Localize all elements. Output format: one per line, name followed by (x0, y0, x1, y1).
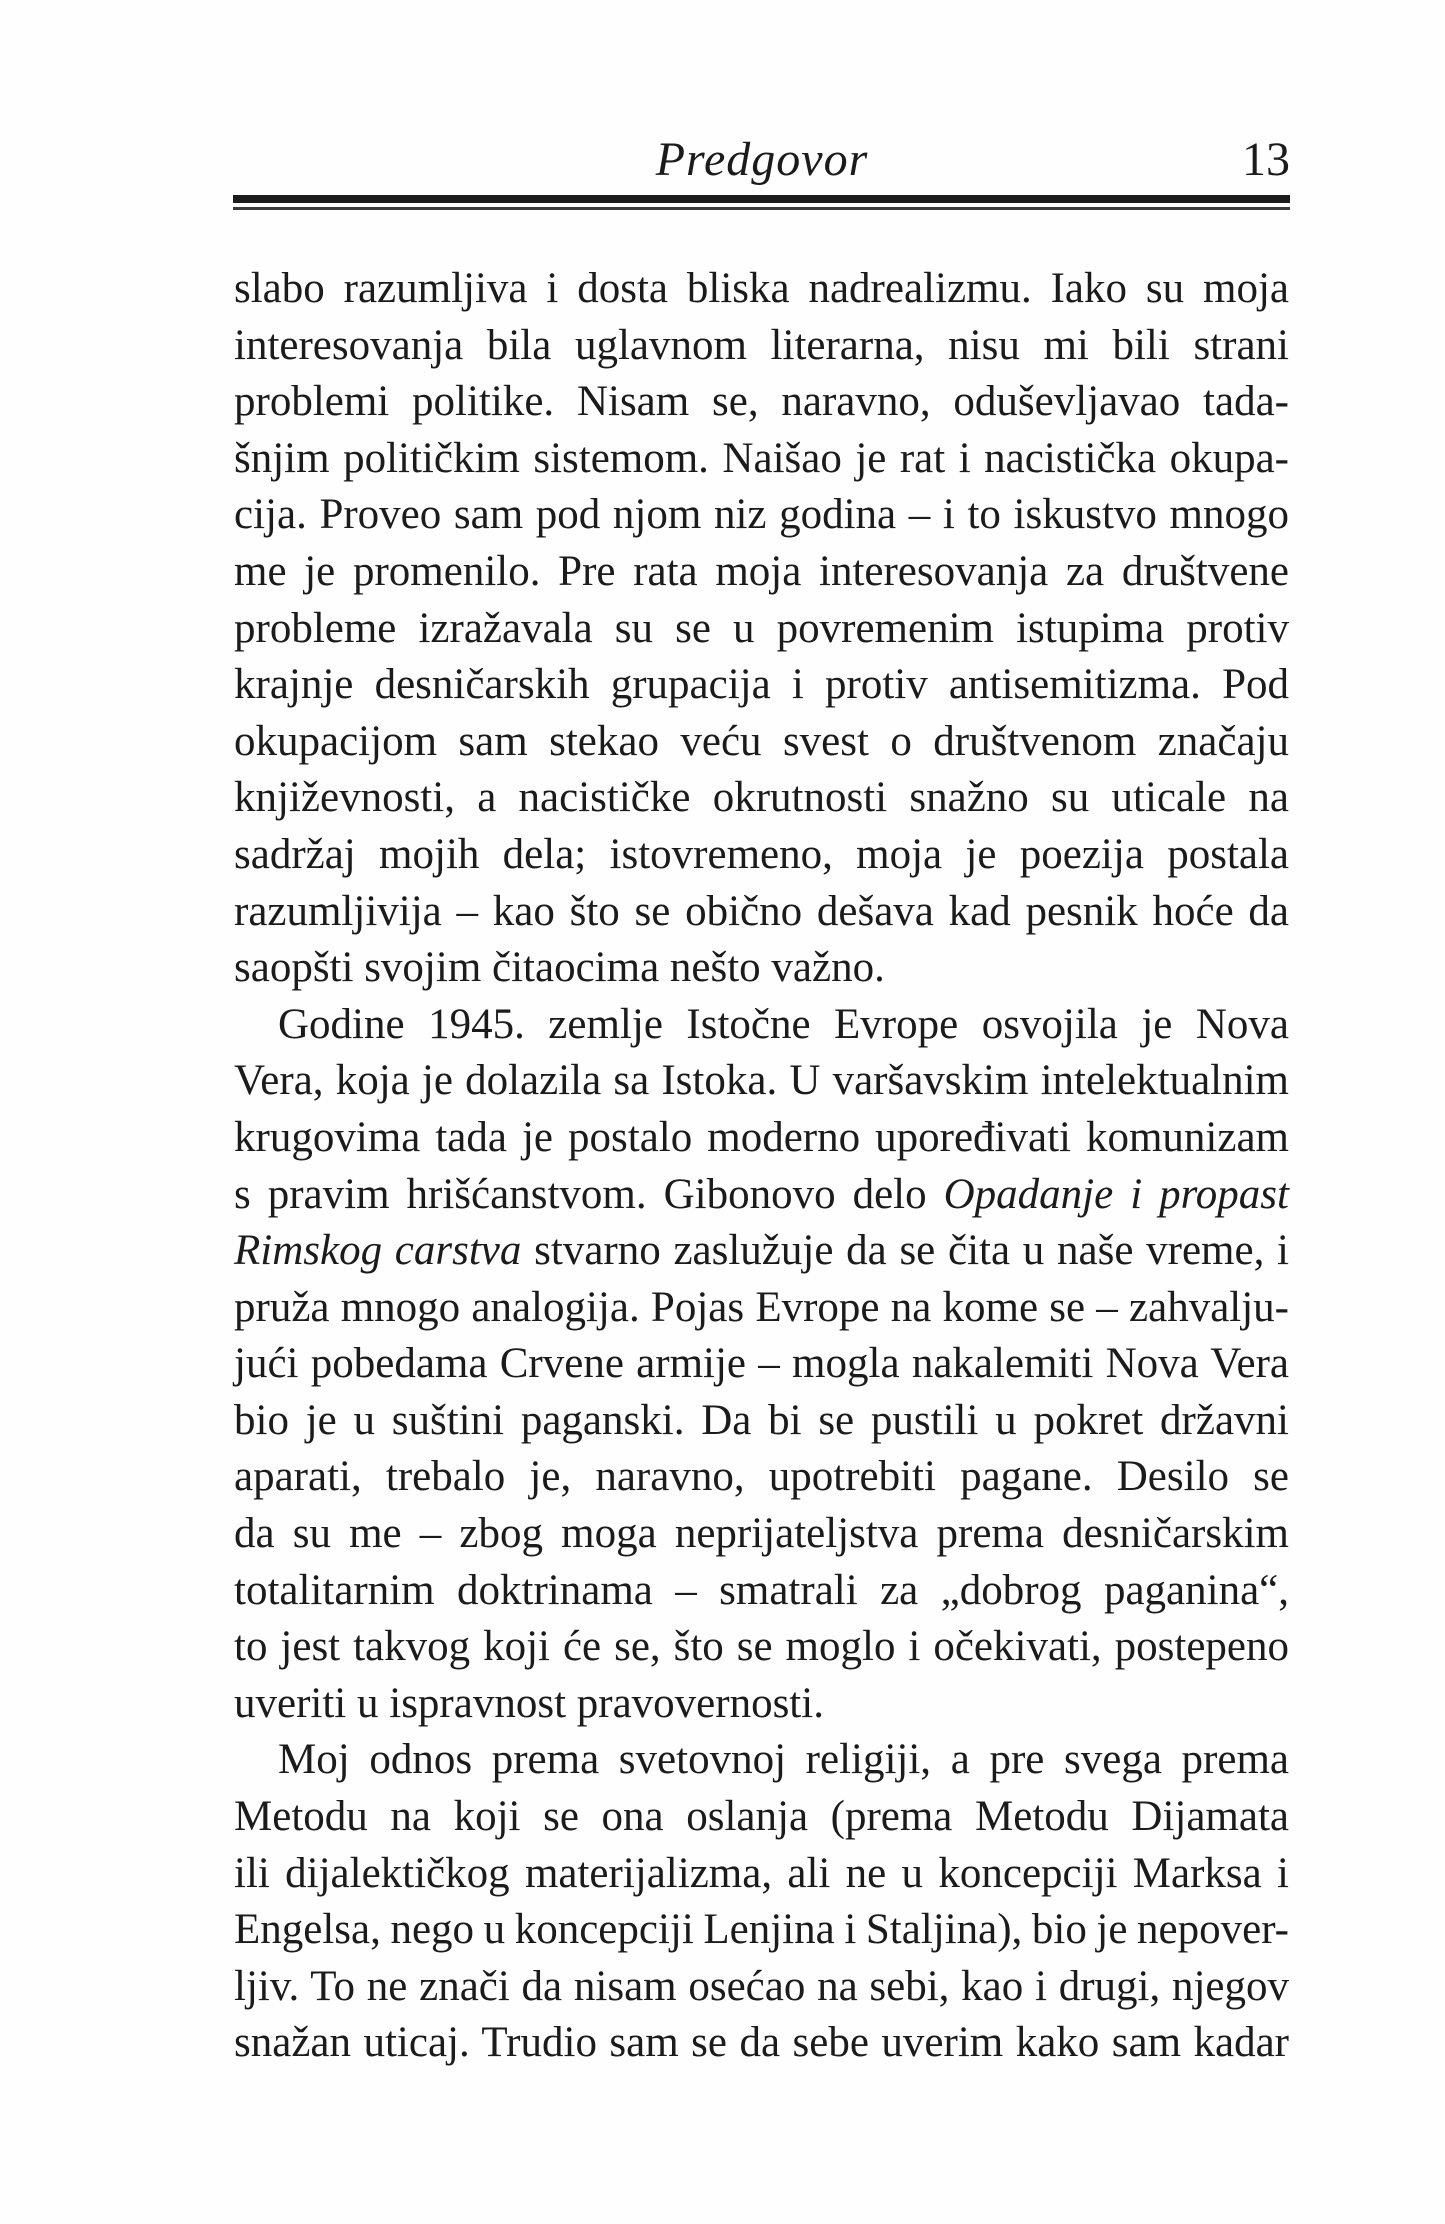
italic-text-segment: Opadanje i propast (943, 1170, 1289, 1218)
text-line (234, 827, 1289, 884)
text-segment: Godine 1945. zemlje Istočne Evrope osvojila je Nova (278, 1000, 1289, 1048)
text-line (234, 1449, 1289, 1506)
text-segment: totalitarnim doktrinama – smatrali za „dobrog paganina“, (234, 1566, 1289, 1614)
text-segment: da su me – zbog moga neprijateljstva prema desničarskim (234, 1510, 1289, 1558)
text-segment: ljiv. To ne znači da nisam osećao na sebi, kao i drugi, njegov (234, 1962, 1289, 2010)
text-line (234, 1167, 1289, 1224)
text-segment: bio je u suštini paganski. Da bi se pustili u pokret državni (234, 1396, 1289, 1444)
header-rule (233, 195, 1290, 210)
text-line (234, 2015, 1289, 2072)
italic-text-segment: Rimskog carstva (234, 1227, 522, 1275)
text-line (234, 940, 1289, 997)
text-line (234, 1110, 1289, 1167)
page-number: 13 (1242, 133, 1290, 186)
text-segment: književnosti, a nacističke okrutnosti snažno su uticale na (234, 774, 1289, 822)
header-rule-thin-line (233, 207, 1290, 210)
text-segment: šnjim političkim sistemom. Naišao je rat i nacistička okupa- (234, 434, 1289, 482)
header-rule-thick-line (233, 195, 1290, 203)
text-segment: slabo razumljiva i dosta bliska nadrealizmu. Iako su moja (234, 265, 1289, 312)
text-segment: ili dijalektičkog materijalizma, ali ne u koncepciji Marksa i (234, 1849, 1289, 1897)
text-line (234, 1732, 1289, 1789)
text-segment: krugovima tada je postalo moderno upoređivati komunizam (234, 1113, 1289, 1161)
text-segment: pruža mnogo analogija. Pojas Evrope na kome se – zahvalju- (234, 1283, 1289, 1331)
text-segment: probleme izražavala su se u povremenim istupima protiv (234, 604, 1289, 652)
text-segment: saopšti svojim čitaocima nešto važno. (234, 944, 885, 992)
text-line (234, 1336, 1289, 1393)
text-line (234, 714, 1289, 771)
text-line (234, 431, 1289, 488)
text-line (234, 1676, 1289, 1733)
text-line (234, 1280, 1289, 1337)
text-line (234, 657, 1289, 714)
text-line (234, 1393, 1289, 1450)
text-segment: me je promenilo. Pre rata moja interesovanja za društvene (234, 547, 1289, 595)
text-segment: aparati, trebalo je, naravno, upotrebiti pagane. Desilo se (234, 1453, 1289, 1501)
text-line (234, 601, 1289, 658)
text-line (234, 1053, 1289, 1110)
text-line (234, 261, 1289, 318)
text-segment: snažan uticaj. Trudio sam se da sebe uverim kako sam kadar (234, 2019, 1289, 2067)
text-line (234, 884, 1289, 941)
text-segment: problemi politike. Nisam se, naravno, oduševljavao tada- (234, 378, 1289, 426)
running-head-title: Predgovor (655, 133, 869, 186)
text-segment: Metodu na koji se ona oslanja (prema Metodu Dijamata (234, 1793, 1289, 1841)
text-line (234, 1959, 1289, 2016)
text-line (234, 374, 1289, 431)
running-head (234, 134, 1290, 186)
text-segment: Engelsa, nego u koncepciji Lenjina i Staljina), bio je nepover- (234, 1906, 1289, 1954)
text-line (234, 487, 1289, 544)
text-line (234, 544, 1289, 601)
text-line (234, 1506, 1289, 1563)
text-segment: krajnje desničarskih grupacija i protiv antisemitizma. Pod (234, 661, 1289, 709)
text-line (234, 1789, 1289, 1846)
page-body (234, 261, 1289, 2072)
text-line (234, 1563, 1289, 1620)
text-segment: to jest takvog koji će se, što se moglo i očekivati, postepeno (234, 1623, 1289, 1671)
text-line (234, 1223, 1289, 1280)
text-line (234, 1619, 1289, 1676)
text-segment: Vera, koja je dolazila sa Istoka. U varšavskim intelektualnim (234, 1057, 1289, 1105)
text-line (234, 1902, 1289, 1959)
text-segment: stvarno zaslužuje da se čita u naše vreme, i (521, 1227, 1290, 1275)
text-segment: sadržaj mojih dela; istovremeno, moja je poezija postala (234, 830, 1289, 878)
text-segment: s pravim hrišćanstvom. Gibonovo delo (234, 1170, 944, 1218)
text-segment: cija. Proveo sam pod njom niz godina – i to iskustvo mnogo (234, 491, 1289, 539)
text-line (234, 1846, 1289, 1903)
text-segment: Moj odnos prema svetovnoj religiji, a pre svega prema (278, 1736, 1289, 1784)
text-segment: okupacijom sam stekao veću svest o društvenom značaju (234, 717, 1289, 765)
text-segment: uveriti u ispravnost pravovernosti. (234, 1679, 824, 1727)
text-segment: interesovanja bila uglavnom literarna, nisu mi bili strani (234, 321, 1289, 369)
text-line (234, 997, 1289, 1054)
text-segment: jući pobedama Crvene armije – mogla nakalemiti Nova Vera (234, 1340, 1289, 1388)
text-line (234, 318, 1289, 375)
text-segment: razumljivija – kao što se obično dešava kad pesnik hoće da (234, 887, 1289, 935)
text-line (234, 770, 1289, 827)
